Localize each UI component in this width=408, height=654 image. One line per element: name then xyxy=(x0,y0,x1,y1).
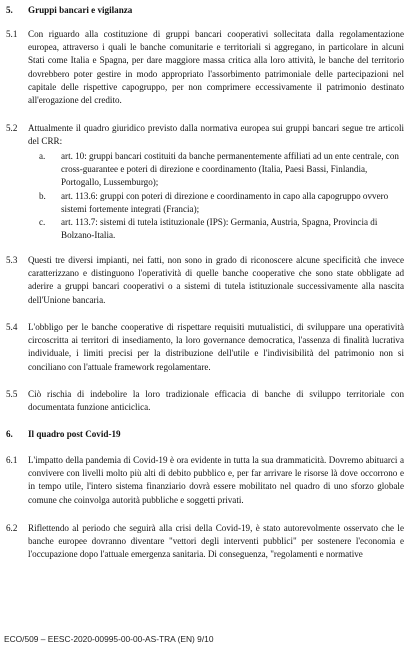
list-text: art. 10: gruppi bancari costituiti da banche permanentemente affiliati ad un ente centrale, con cross-guarantee e poteri di direzione e coordinamento (Italia, Paesi Bassi, Finlandia, Portogallo, Lussemburgo); xyxy=(61,151,399,188)
paragraph-number: 5.2 xyxy=(6,123,18,133)
paragraph-text: Ciò rischia di indebolire la loro tradizionale efficacia di banche di sviluppo territoriale con documentata funzione anticiclica. xyxy=(28,389,404,413)
paragraph-number: 5.4 xyxy=(6,322,18,332)
list-item-a xyxy=(39,150,404,190)
list-letter: b. xyxy=(39,191,46,201)
paragraph-5-4 xyxy=(6,321,404,374)
paragraph-number: 5.3 xyxy=(6,255,18,265)
page-footer: ECO/509 – EESC-2020-00995-00-00-AS-TRA (EN) 9/10 xyxy=(4,634,214,644)
paragraph-5-3 xyxy=(6,254,404,307)
paragraph-number: 6.1 xyxy=(6,455,18,465)
paragraph-text: Questi tre diversi impianti, nei fatti, non sono in grado di riconoscere alcune specificità che invece caratterizzano e distinguono l'operatività di quelle banche cooperative che sono state obbligate ad aderire a gruppi bancari cooperativi o a sistemi di tutela istituzionale successivamente alla nascita dell'Unione bancaria. xyxy=(28,255,404,305)
list-text: art. 113.7: sistemi di tutela istituzionale (IPS): Germania, Austria, Spagna, Provincia di Bolzano-Italia. xyxy=(61,217,378,241)
list-item-b xyxy=(39,190,404,216)
list-letter: c. xyxy=(39,217,46,227)
paragraph-text: Attualmente il quadro giuridico previsto dalla normativa europea sui gruppi bancari segue tre articoli del CRR: xyxy=(28,123,404,147)
section-heading-5 xyxy=(6,4,404,17)
section-number: 6. xyxy=(6,429,13,439)
section-title: Gruppi bancari e vigilanza xyxy=(28,5,133,15)
paragraph-6-1 xyxy=(6,454,404,507)
paragraph-text: L'impatto della pandemia di Covid-19 è ora evidente in tutta la sua drammaticità. Dovremo abituarci a convivere con livelli molto più alti di debito pubblico e, per far arrivare le risorse là dove occorrono e in tempo utile, l'intero sistema finanziario dovrà essere mobilitato nel quadro di uno sforzo globale comune che coinvolga autorità pubbliche e soggetti privati. xyxy=(28,455,404,505)
paragraph-6-2 xyxy=(6,522,404,562)
list-text: art. 113.6: gruppi con poteri di direzione e coordinamento in capo alla capogruppo ovvero sistemi fortemente integrati (Francia); xyxy=(61,191,389,215)
paragraph-5-2 xyxy=(6,122,404,148)
paragraph-5-5 xyxy=(6,388,404,414)
paragraph-text: Riflettendo al periodo che seguirà alla crisi della Covid-19, è stato autorevolmente osservato che le banche europee dovranno diventare "vettori degli interventi pubblici" per sostenere l'economia e l'occupazione dopo l'attuale emergenza sanitaria. Di conseguenza, "regolamenti e normative xyxy=(28,523,404,560)
paragraph-number: 6.2 xyxy=(6,523,18,533)
paragraph-5-1 xyxy=(6,28,404,107)
section-number: 5. xyxy=(6,5,13,15)
paragraph-text: L'obbligo per le banche cooperative di rispettare requisiti mutualistici, di sviluppare una operatività circoscritta ai territori di insediamento, la loro governance democratica, l'assenza di finalità lucrativa individuale, i limiti precisi per la distribuzione dell'utile e l'indivisibilità del patrimonio non si conciliano con l'attuale framework regolamentare. xyxy=(28,322,404,372)
paragraph-number: 5.1 xyxy=(6,29,18,39)
paragraph-number: 5.5 xyxy=(6,389,18,399)
paragraph-text: Con riguardo alla costituzione di gruppi bancari cooperativi sollecitata dalla regolamentazione europea, attraverso i quali le banche comunitarie e territoriali si aggregano, in particolare in alcuni Stati come Italia e Spagna, per dare maggiore massa critica alla loro attività, le banche del territorio dovrebbero poter gestire in modo appropriato l'assorbimento patrimoniale delle partecipazioni nel capitale delle rispettive capogruppo, per non comprimere eccessivamente il patrimonio destinato all'erogazione del credito. xyxy=(28,29,404,106)
list-item-c xyxy=(39,216,404,242)
section-title: Il quadro post Covid-19 xyxy=(28,429,121,439)
list-letter: a. xyxy=(39,151,46,161)
section-heading-6 xyxy=(6,428,404,441)
